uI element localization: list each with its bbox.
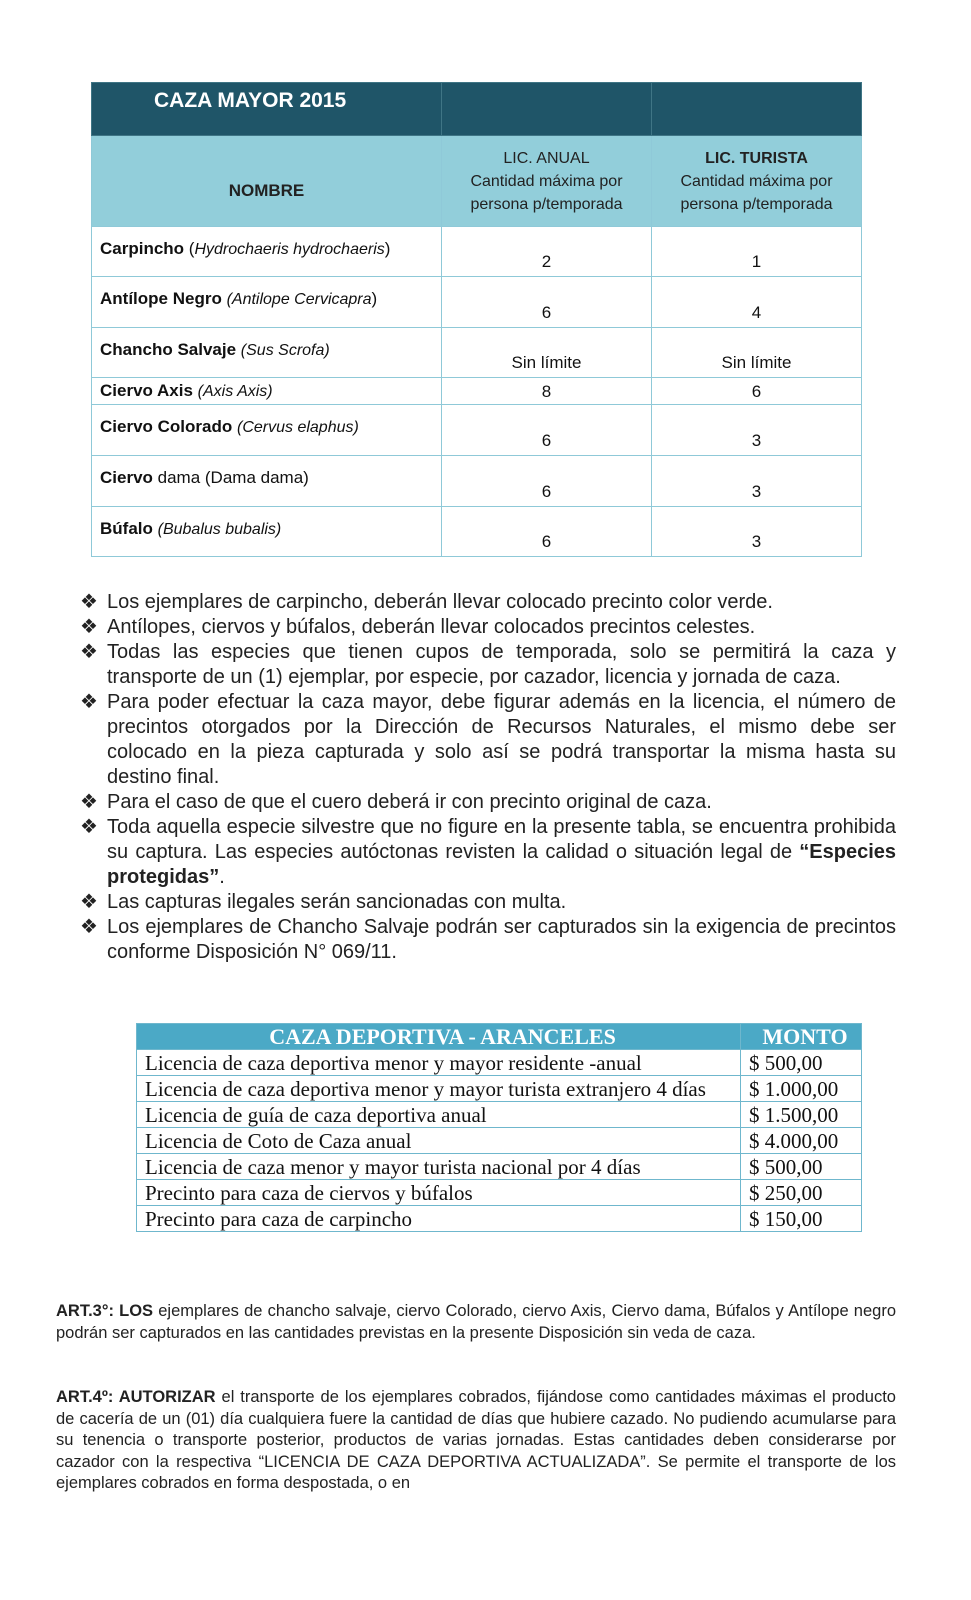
species-name [92,507,442,557]
fee-amount: $ 1.500,00 [741,1102,862,1128]
list-item [80,615,896,640]
text: Carpincho [100,239,185,258]
text: persona p/temporada [680,195,833,213]
text: Toda aquella especie silvestre que no figure en la presente tabla, se encuentra prohibida su captura. Las especies autóctonas revisten la calidad o situación legal de [107,816,896,863]
fee-item: Precinto para caza de ciervos y búfalos [137,1180,741,1206]
list-item [80,640,896,690]
table-row [92,456,862,507]
text: (Antilope Cervicapra [226,291,372,308]
text: Hydrochaeris hydrochaeris [194,241,385,258]
col-header-monto: MONTO [741,1024,862,1050]
diamond-bullet-icon: ❖ [80,916,98,938]
fee-item: Licencia de caza menor y mayor turista nacional por 4 días [137,1154,741,1180]
col-header-nombre: NOMBRE [92,136,442,227]
text: LIC. TURISTA [705,149,808,167]
text: ) [371,289,378,308]
aranceles-table [136,1023,862,1232]
text: ( [184,239,195,258]
text: Ciervo Axis [100,381,193,400]
turista-value: 1 [652,227,862,277]
turista-value: 6 [652,378,862,405]
fee-amount: $ 500,00 [741,1050,862,1076]
aranceles-title: CAZA DEPORTIVA - ARANCELES [137,1024,741,1050]
anual-value: 8 [442,378,652,405]
text: Las capturas ilegales serán sancionadas con multa. [107,891,567,913]
list-item [80,915,896,965]
text: (Axis Axis) [197,383,273,400]
table-row [137,1076,862,1102]
text: el transporte de los ejemplares cobrados, fijándose como cantidades máximas el producto de cacería de un (01) día cualquiera fuere la cantidad de días que hubiere cazado. No pudiendo acumularse para su tenencia o transporte posterior, productos de varias jornadas. Estas cantidades deben considerarse por cazador con la respectiva “LICENCIA DE CAZA DEPORTIVA ACTUALIZADA”. Se permite el transporte de los ejemplares cobrados en forma despostada, o en [56,1388,896,1492]
table-row [137,1102,862,1128]
turista-value: Sin límite [652,328,862,378]
list-item [80,790,896,815]
fee-item: Licencia de guía de caza deportiva anual [137,1102,741,1128]
text: Cantidad máxima por [680,172,833,190]
table-row [137,1128,862,1154]
table-row [92,405,862,456]
list-item [80,815,896,890]
turista-value: 3 [652,456,862,507]
text: . [219,866,225,888]
rules-list [80,590,896,965]
fee-amount: $ 500,00 [741,1154,862,1180]
fee-amount: $ 150,00 [741,1206,862,1232]
list-item [80,590,896,615]
species-name [92,277,442,328]
diamond-bullet-icon: ❖ [80,641,98,663]
table-row [92,227,862,277]
text: LIC. ANUAL [503,149,590,167]
anual-value: 6 [442,456,652,507]
caza-mayor-table [91,82,862,557]
turista-value: 4 [652,277,862,328]
anual-value: 2 [442,227,652,277]
text: (Sus Scrofa) [240,342,330,359]
table-title: CAZA MAYOR 2015 [92,83,442,136]
text: Ciervo [100,468,153,487]
table-row [92,328,862,378]
table-row [92,378,862,405]
col-header-turista [652,136,862,227]
diamond-bullet-icon: ❖ [80,891,98,913]
anual-value: 6 [442,405,652,456]
text: Antílope Negro [100,289,222,308]
fee-amount: $ 4.000,00 [741,1128,862,1154]
col-header-anual [442,136,652,227]
diamond-bullet-icon: ❖ [80,591,98,613]
article-3 [56,1301,896,1344]
species-name [92,378,442,405]
fee-item: Precinto para caza de carpincho [137,1206,741,1232]
text: Para el caso de que el cuero deberá ir con precinto original de caza. [107,791,712,813]
text: Todas las especies que tienen cupos de temporada, solo se permitirá la caza y transporte de un (1) ejemplar, por especie, por cazador, licencia y jornada de caza. [107,641,896,688]
diamond-bullet-icon: ❖ [80,791,98,813]
species-name [92,405,442,456]
text: dama (Dama dama) [152,468,309,487]
fee-item: Licencia de caza deportiva menor y mayor residente -anual [137,1050,741,1076]
anual-value: 6 [442,507,652,557]
diamond-bullet-icon: ❖ [80,616,98,638]
text: Para poder efectuar la caza mayor, debe figurar además en la licencia, el número de precintos otorgados por la Dirección de Recursos Naturales, el mismo debe ser colocado en la pieza capturada y solo así se podrá transportar la misma hasta su destino final. [107,691,896,788]
text: Antílopes, ciervos y búfalos, deberán llevar colocados precintos celestes. [107,616,756,638]
table-row [137,1154,862,1180]
text: Búfalo [100,519,153,538]
species-name [92,456,442,507]
fee-item: Licencia de Coto de Caza anual [137,1128,741,1154]
text: Ciervo Colorado [100,417,233,436]
text: ejemplares de chancho salvaje, ciervo Colorado, ciervo Axis, Ciervo dama, Búfalos y Antílope negro podrán ser capturados en las cantidades previstas en la presente Disposición sin veda de caza. [56,1302,896,1342]
text: ART.3°: LOS [56,1302,154,1320]
diamond-bullet-icon: ❖ [80,816,98,838]
text: (Bubalus bubalis) [157,521,282,538]
text: Chancho Salvaje [100,340,237,359]
text: (Cervus elaphus) [236,419,359,436]
table-row [137,1050,862,1076]
turista-value: 3 [652,405,862,456]
table-row [92,277,862,328]
table-row [92,507,862,557]
anual-value: Sin límite [442,328,652,378]
list-item [80,890,896,915]
text: “Especies protegidas” [107,841,896,888]
table-row [137,1180,862,1206]
species-name [92,328,442,378]
fee-item: Licencia de caza deportiva menor y mayor turista extranjero 4 días [137,1076,741,1102]
text: ART.4º: AUTORIZAR [56,1388,216,1406]
turista-value: 3 [652,507,862,557]
fee-amount: $ 1.000,00 [741,1076,862,1102]
text: ) [384,239,391,258]
species-name [92,227,442,277]
text: Los ejemplares de Chancho Salvaje podrán ser capturados sin la exigencia de precintos conforme Disposición N° 069/11. [107,916,896,963]
table-row [137,1206,862,1232]
article-4 [56,1387,896,1495]
list-item [80,690,896,790]
text: persona p/temporada [470,195,623,213]
text: Los ejemplares de carpincho, deberán llevar colocado precinto color verde. [107,591,773,613]
anual-value: 6 [442,277,652,328]
diamond-bullet-icon: ❖ [80,691,98,713]
text: Cantidad máxima por [470,172,623,190]
fee-amount: $ 250,00 [741,1180,862,1206]
